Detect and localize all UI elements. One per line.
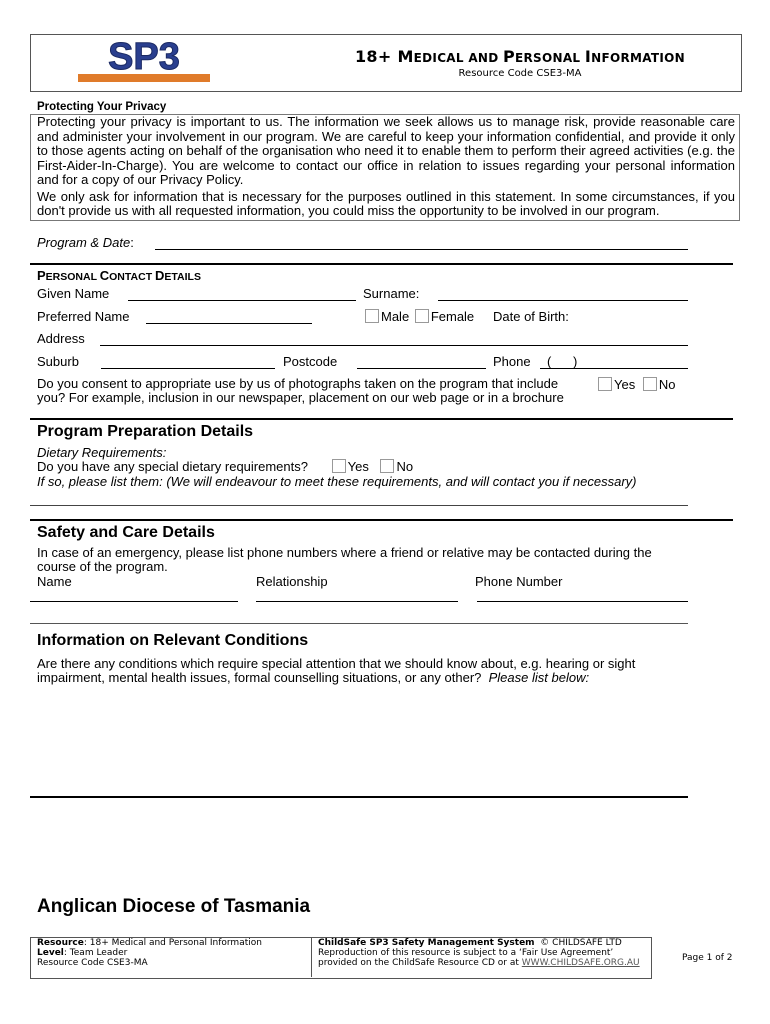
safety-intro: In case of an emergency, please list phone numbers where a friend or relative may be contacted during the course of the program. bbox=[37, 545, 652, 574]
emergency-phone-field[interactable] bbox=[477, 601, 688, 602]
consent-no-checkbox[interactable] bbox=[643, 377, 657, 391]
privacy-para-2: We only ask for information that is necessary for the purposes outlined in this statement. In some circumstances, if you don't provide us with all requested information, you could miss the opportunity to be involved in our program. bbox=[37, 188, 735, 218]
footer-right: ChildSafe SP3 Safety Management System © CHILDSAFE LTD Reproduction of this resource is subject to a ‘Fair Use Agreement’ provided on the ChildSafe Resource CD or at WWW.CHILDSAFE.ORG.AU bbox=[318, 938, 640, 968]
section-rule bbox=[30, 519, 733, 521]
postcode-label: Postcode bbox=[283, 354, 338, 369]
given-name-label: Given Name bbox=[37, 286, 110, 301]
dietary-list-note: If so, please list them: (We will endeavour to meet these requirements, and will contact you if necessary) bbox=[37, 474, 637, 489]
conditions-heading: Information on Relevant Conditions bbox=[37, 632, 309, 649]
suburb-field[interactable] bbox=[101, 368, 275, 369]
section-rule bbox=[30, 623, 688, 624]
suburb-label: Suburb bbox=[37, 354, 79, 369]
emergency-name-field[interactable] bbox=[30, 601, 238, 602]
female-label: Female bbox=[430, 309, 475, 324]
surname-label: Surname: bbox=[363, 286, 420, 301]
organisation-name: Anglican Diocese of Tasmania bbox=[37, 896, 311, 917]
preferred-name-field[interactable] bbox=[146, 323, 312, 324]
dietary-no-label: No bbox=[396, 459, 414, 474]
page-number: Page 1 of 2 bbox=[682, 953, 733, 963]
male-checkbox[interactable] bbox=[365, 309, 379, 323]
photo-consent-question: Do you consent to appropriate use by us of photographs taken on the program that include you? For example, inclusion in our newspaper, placement on our web page or in a brochure bbox=[37, 376, 564, 405]
childsafe-website-link[interactable]: WWW.CHILDSAFE.ORG.AU bbox=[521, 958, 640, 968]
logo-sub: By ChildSafe bbox=[173, 69, 203, 75]
conditions-bottom-rule bbox=[30, 796, 688, 798]
dietary-question-row bbox=[37, 459, 413, 474]
phone-label: Phone bbox=[493, 354, 531, 369]
section-rule bbox=[30, 263, 733, 265]
gender-options bbox=[365, 309, 474, 324]
program-prep-heading: Program Preparation Details bbox=[37, 423, 254, 440]
address-label: Address bbox=[37, 331, 85, 346]
sp3-logo bbox=[76, 38, 212, 84]
program-date-field[interactable] bbox=[155, 249, 688, 250]
phone-area-code: ( ) bbox=[547, 354, 578, 369]
dob-label: Date of Birth: bbox=[493, 309, 569, 324]
conditions-input-area[interactable] bbox=[30, 690, 688, 795]
dietary-question: Do you have any special dietary requirements? bbox=[37, 459, 308, 474]
postcode-field[interactable] bbox=[357, 368, 486, 369]
photo-consent-options bbox=[598, 377, 675, 392]
dietary-list-field[interactable] bbox=[30, 505, 688, 506]
conditions-text: Are there any conditions which require special attention that we should know about, e.g. hearing or sight impairment, mental health issues, formal counselling situations, or any other? Please list below: bbox=[37, 656, 636, 685]
phone-field[interactable] bbox=[540, 368, 688, 369]
dietary-label: Dietary Requirements: bbox=[37, 445, 167, 460]
emergency-relationship-field[interactable] bbox=[256, 601, 458, 602]
logo-text: SP3 bbox=[108, 38, 180, 78]
preferred-name-label: Preferred Name bbox=[37, 309, 130, 324]
consent-yes-checkbox[interactable] bbox=[598, 377, 612, 391]
privacy-text bbox=[37, 115, 735, 221]
dietary-yes-label: Yes bbox=[347, 459, 369, 474]
program-date-label: Program & Date: bbox=[37, 235, 134, 250]
dietary-yes-checkbox[interactable] bbox=[332, 459, 346, 473]
col-relationship-header: Relationship bbox=[256, 574, 328, 589]
given-name-field[interactable] bbox=[128, 300, 356, 301]
privacy-para-1: Protecting your privacy is important to us. The information we seek allows us to manage risk, provide reasonable care and administer your involvement in our program. We are careful to keep your information confidential, and provide it only to those agents acting on behalf of the organisation who need it to enable them to perform their agreed activities (e.g. the First-Aider-In-Charge). You are welcome to contact our office in relation to issues regarding your personal information and for a copy of our Privacy Policy. bbox=[37, 114, 735, 187]
safety-heading: Safety and Care Details bbox=[37, 524, 215, 541]
footer-divider bbox=[311, 937, 312, 977]
male-label: Male bbox=[381, 309, 410, 324]
col-name-header: Name bbox=[37, 574, 72, 589]
privacy-heading: Protecting Your Privacy bbox=[37, 101, 167, 113]
consent-no-label: No bbox=[658, 377, 676, 392]
address-field[interactable] bbox=[100, 345, 688, 346]
page-title: 18+ MEDICAL AND PERSONAL INFORMATION bbox=[355, 47, 685, 66]
section-rule bbox=[30, 418, 733, 420]
resource-code: Resource Code CSE3-MA bbox=[458, 68, 582, 79]
col-phone-header: Phone Number bbox=[475, 574, 563, 589]
dietary-no-checkbox[interactable] bbox=[380, 459, 394, 473]
contact-heading: PERSONAL CONTACT DETAILS bbox=[37, 268, 201, 283]
consent-yes-label: Yes bbox=[614, 377, 636, 392]
female-checkbox[interactable] bbox=[415, 309, 429, 323]
footer-left: Resource: 18+ Medical and Personal Information Level: Team Leader Resource Code CSE3-MA bbox=[37, 938, 262, 968]
surname-field[interactable] bbox=[438, 300, 688, 301]
